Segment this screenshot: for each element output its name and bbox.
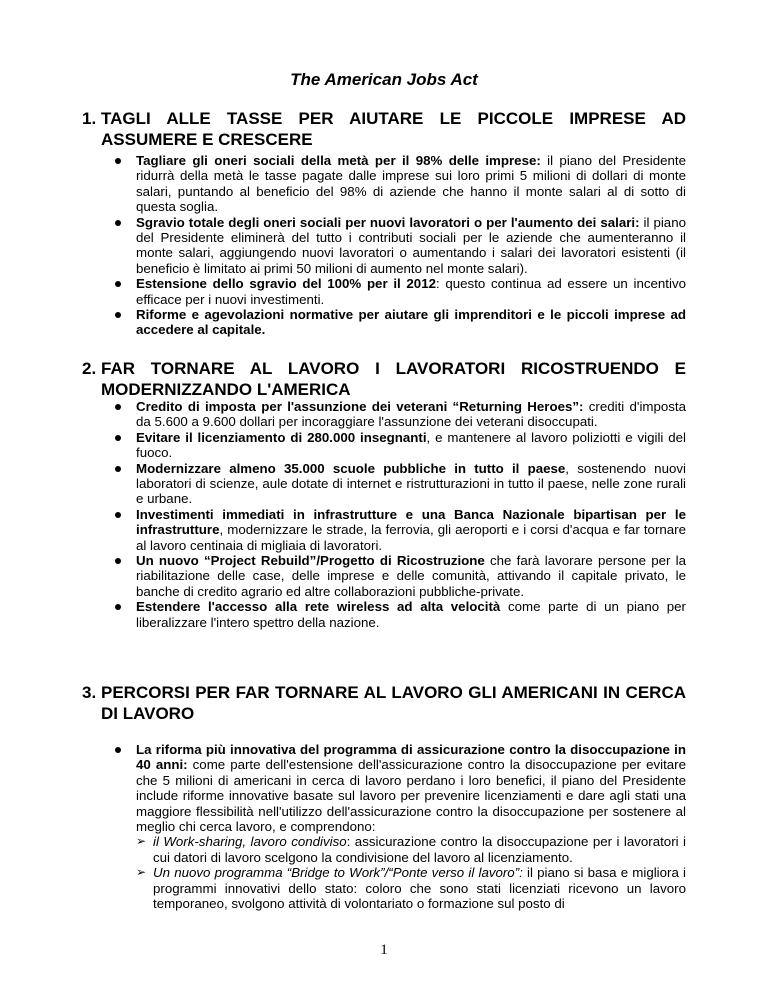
list-item: La riforma più innovativa del programma di assicurazione contro la disoccupazione in 40 anni: come parte dell'estensione dell'assicurazione contro la disoccupazione per evitare che 5 milioni di americani in cerca di lavoro perdano i loro benefici, il piano del Presidente include riforme innovative basate sul lavoro per prevenire licenziamenti e dare agli stati una maggiore flessibilità nell'utilizzo dell'assicurazione contro la disoccupazione per sostenere al meglio chi cerca lavoro, e comprendono: ➢ il Work-sharing, lavoro condiviso: assicurazione contro la disoccupazione per i lavoratori i cui datori di lavoro scelgono la condivisione del lavoro al licenziamento. ➢ Un nuovo programma “Bridge to Work”/“Ponte verso il lavoro”: il piano si basa e migliora i programmi innovativi dello stato: coloro che sono stati licenziati ricevono un lavoro temporaneo, svolgono attività di volontariato o formazione sul posto di	[115, 742, 686, 911]
document-title: The American Jobs Act	[290, 70, 478, 89]
section-number: 3.	[82, 683, 97, 702]
section-2-heading	[82, 358, 686, 400]
section-heading-line: DI LAVORO	[101, 704, 195, 723]
bullet-icon	[115, 435, 121, 441]
bullet-icon	[115, 466, 121, 472]
list-item: Estendere l'accesso alla rete wireless ad alta velocità come parte di un piano per liberalizzare l'intero spettro della nazione.	[115, 599, 686, 630]
bullet-icon	[115, 281, 121, 287]
list-item: Riforme e agevolazioni normative per aiutare gli imprenditori e le piccoli imprese ad accedere al capitale.	[115, 307, 686, 338]
bullet-icon	[115, 512, 121, 518]
list-item: Tagliare gli oneri sociali della metà per il 98% delle imprese: il piano del Presidente ridurrà della metà le tasse pagate dalle imprese sui loro primi 5 milioni di dollari di monte salari, puntando al beneficio del 98% di aziende che hanno il monte salari al di sotto di questa soglia.	[115, 153, 686, 215]
section-number: 2.	[82, 359, 97, 378]
section-1-heading	[82, 108, 686, 150]
sub-list-item: ➢ il Work-sharing, lavoro condiviso: assicurazione contro la disoccupazione per i lavoratori i cui datori di lavoro scelgono la condivisione del lavoro al licenziamento.	[136, 834, 686, 865]
section-heading-line: TAGLI ALLE TASSE PER AIUTARE LE PICCOLE IMPRESE AD	[101, 109, 686, 128]
list-item: Modernizzare almeno 35.000 scuole pubbliche in tutto il paese, sostenendo nuovi laboratori di scienze, aule dotate di internet e ristrutturazioni in tutto il paese, nelle zone rurali e urbane.	[115, 461, 686, 507]
list-item: Estensione dello sgravio del 100% per il 2012: questo continua ad essere un incentivo efficace per i nuovi investimenti.	[115, 276, 686, 307]
list-item: Evitare il licenziamento di 280.000 insegnanti, e mantenere al lavoro poliziotti e vigili del fuoco.	[115, 430, 686, 461]
section-number: 1.	[82, 109, 97, 128]
sub-list-item: ➢ Un nuovo programma “Bridge to Work”/“Ponte verso il lavoro”: il piano si basa e migliora i programmi innovativi dello stato: coloro che sono stati licenziati ricevono un lavoro temporaneo, svolgono attività di volontariato o formazione sul posto di	[136, 865, 686, 912]
section-2-list	[115, 399, 686, 630]
section-1-list	[115, 153, 686, 338]
section-heading-line: PERCORSI PER FAR TORNARE AL LAVORO GLI AMERICANI IN CERCA	[101, 683, 686, 702]
list-item: Credito di imposta per l'assunzione dei veterani “Returning Heroes”: crediti d'imposta da 5.600 a 9.600 dollari per incoraggiare l'assunzione dei veterani disoccupati.	[115, 399, 686, 430]
section-3-heading	[82, 682, 686, 724]
section-3-list	[115, 742, 686, 911]
bullet-icon	[115, 312, 121, 318]
bullet-icon	[115, 404, 121, 410]
section-heading-line: ASSUMERE E CRESCERE	[101, 130, 313, 149]
page-number: 1	[380, 942, 388, 958]
section-heading-line: FAR TORNARE AL LAVORO I LAVORATORI RICOSTRUENDO E	[101, 359, 686, 378]
list-item: Un nuovo “Project Rebuild”/Progetto di Ricostruzione che farà lavorare persone per la riabilitazione delle case, delle imprese e delle comunità, attivando il capitale privato, le banche di credito agrario ed altre collaborazioni pubbliche-private.	[115, 553, 686, 599]
bullet-icon	[115, 158, 121, 164]
arrow-bullet-icon: ➢	[136, 865, 147, 880]
list-item: Investimenti immediati in infrastrutture e una Banca Nazionale bipartisan per le infrastrutture, modernizzare le strade, la ferrovia, gli aeroporti e i corsi d'acqua e far tornare al lavoro centinaia di migliaia di lavoratori.	[115, 507, 686, 553]
bullet-icon	[115, 558, 121, 564]
bullet-icon	[115, 220, 121, 226]
list-item: Sgravio totale degli oneri sociali per nuovi lavoratori o per l'aumento dei salari: il piano del Presidente eliminerà del tutto i contributi sociali per le aziende che aumenteranno il monte salari, aggiungendo nuovi lavoratori o aumentando i salari dei lavoratori esistenti (il beneficio è limitato ai primi 50 milioni di aumento nel monte salari).	[115, 215, 686, 277]
bullet-icon	[115, 747, 121, 753]
section-heading-line: MODERNIZZANDO L'AMERICA	[101, 380, 351, 399]
bullet-icon	[115, 604, 121, 610]
arrow-bullet-icon: ➢	[136, 834, 147, 849]
